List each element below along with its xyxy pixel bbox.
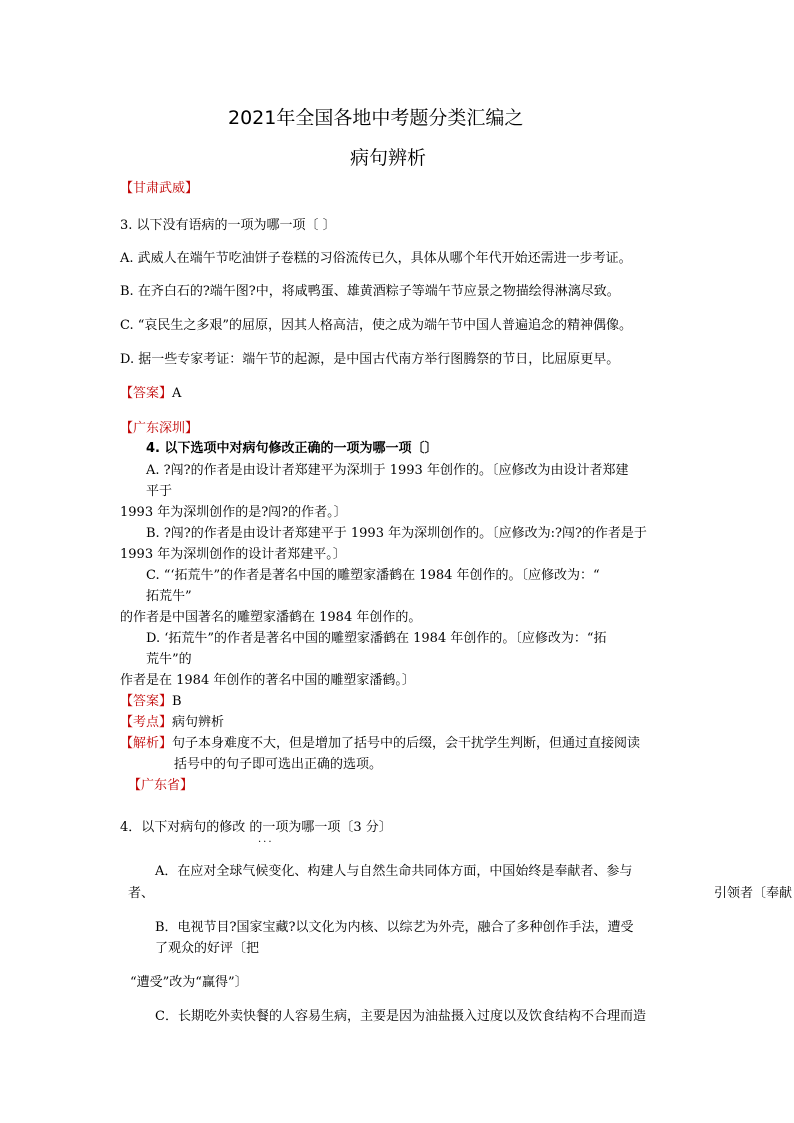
q3-option-c: C. “哀民生之多艰”的屈原，因其人格高洁，使之成为端午节中国人普遍追念的精神偶像。 [120, 318, 633, 333]
q4-option-c-line1: C. “‘拓荒牛”的作者是著名中国的雕塑家潘鹤在 1984 年创作的。〔应修改为：“ [146, 568, 600, 583]
point-label: 【考点】 [120, 715, 173, 730]
q4-point [120, 715, 224, 731]
answer-label: 【答案】 [120, 694, 173, 709]
analysis-text: 句子本身难度不大，但是增加了括号中的后缀，会干扰学生判断，但通过直接阅读 [172, 736, 641, 751]
page-title-line2: 病句辨析 [350, 147, 427, 169]
point-value: 病句辨析 [172, 715, 225, 730]
answer-value: A [172, 386, 182, 401]
page-title-line1: 2021年全国各地中考题分类汇编之 [228, 107, 524, 129]
emphasis-dots: ... [258, 834, 274, 845]
q4g-option-c-line1: C．长期吃外卖快餐的人容易生病，主要是因为油盐摄入过度以及饮食结构不合理而造 [155, 1009, 646, 1024]
q4-analysis-line2: 括号中的句子即可选出正确的选项。 [174, 757, 383, 772]
q3-option-d: D. 据一些专家考证：端午节的起源，是中国古代南方举行图腾祭的节日，比屈原更早。 [120, 352, 620, 367]
analysis-label: 【解析】 [120, 736, 173, 751]
q4g-option-b-line3: “遭受”改为“赢得”〕 [130, 975, 248, 990]
q4-option-a-line3: 1993 年为深圳创作的是?闯?的作者。〕 [120, 505, 347, 520]
q3-answer [120, 386, 181, 402]
q4-option-a-line1: A. ?闯?的作者是由设计者郑建平为深圳于 1993 年创作的。〔应修改为由设计者郑建 [146, 463, 629, 478]
question-4-guangdong: 4．以下对病句的修改 的一项为哪一项〔3 分〕 [120, 820, 392, 835]
q4-option-d-line2: 荒牛”的 [146, 652, 192, 667]
q4-option-d-line3: 作者是在 1984 年创作的著名中国的雕塑家潘鹤。〕 [120, 673, 415, 688]
q4g-option-b-line2: 了观众的好评〔把 [155, 941, 260, 956]
q4-option-c-line3: 的作者是中国著名的雕塑家潘鹤在 1984 年创作的。 [120, 610, 422, 625]
q4-option-c-line2: 拓荒牛” [146, 589, 192, 604]
q4-analysis-line1 [120, 736, 640, 752]
q4-option-b-line1: B. ?闯?的作者是由设计者郑建平于 1993 年为深圳创作的。〔应修改为:?闯?的作者是于 [146, 526, 647, 541]
q4-option-b-line2: 1993 年为深圳创作的设计者郑建平。〕 [120, 547, 346, 562]
region-tag-gansu: 【甘肃武威】 [120, 181, 199, 196]
q4-option-d-line1: D. ‘拓荒牛”的作者是著名中国的雕塑家潘鹤在 1984 年创作的。〔应修改为：“拓 [146, 631, 607, 646]
question-3: 3. 以下没有语病的一项为哪一项〔 〕 [120, 218, 336, 233]
answer-value: B [172, 694, 182, 709]
question-4-shenzhen: 4. 以下选项中对病句修改正确的一项为哪一项〔〕 [146, 441, 438, 456]
region-tag-shenzhen: 【广东深圳】 [120, 421, 199, 436]
q4g-option-b-line1: B．电视节目?国家宝藏?以文化为内核、以综艺为外壳，融合了多种创作手法，遭受 [155, 920, 634, 935]
q3-option-a: A. 武威人在端午节吃油饼子卷糕的习俗流传已久，具体从哪个年代开始还需进一步考证。 [120, 251, 632, 266]
q4g-option-a-line2: 者、 [128, 886, 155, 901]
q4g-option-a-line1: A．在应对全球气候变化、构建人与自然生命共同体方面，中国始终是奉献者、参与 [155, 864, 633, 879]
region-tag-guangdong: 【广东省】 [128, 778, 194, 793]
q4-option-a-line2: 平于 [146, 484, 173, 499]
q4g-option-a-right: 引领者〔奉献 [714, 886, 793, 901]
answer-label: 【答案】 [120, 386, 173, 401]
q4-answer [120, 694, 182, 710]
q3-option-b: B. 在齐白石的?端午图?中，将咸鸭蛋、雄黄酒粽子等端午节应景之物描绘得淋漓尽致。 [120, 284, 620, 299]
